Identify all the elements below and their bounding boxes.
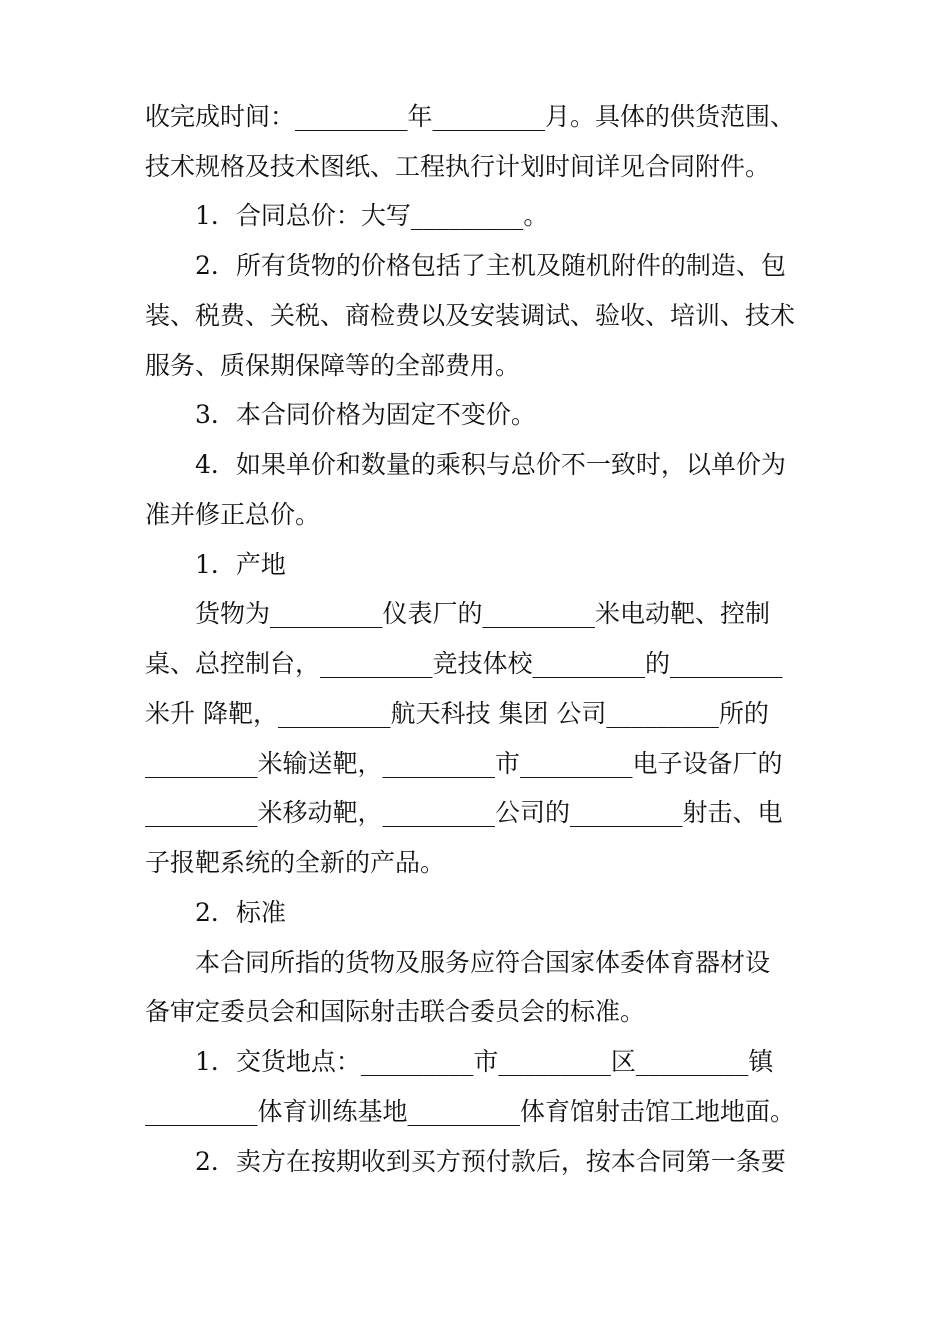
text-line-17: 2．标准 [195,898,286,927]
text-line-18: 本合同所指的货物及服务应符合国家体委体育器材设 [195,948,771,977]
text-line-13: 米升 降靶，_________航天科技 集团 公司_________所的 [145,699,769,728]
text-line-9: 准并修正总价。 [145,500,321,529]
text-line-12: 桌、总控制台，_________竞技体校_________的_________ [145,649,783,678]
text-line-10: 1．产地 [195,550,286,579]
text-line-4: 2．所有货物的价格包括了主机及随机附件的制造、包 [195,251,786,280]
text-line-15: _________米移动靶，_________公司的_________射击、电 [145,798,783,827]
text-line-22: 2．卖方在按期收到买方预付款后，按本合同第一条要 [195,1147,786,1176]
text-line-20: 1．交货地点：_________市_________区_________镇 [195,1047,774,1076]
text-line-5: 装、税费、关税、商检费以及安装调试、验收、培训、技术 [145,301,796,330]
text-line-1: 收完成时间：_________年_________月。具体的供货范围、 [145,102,796,131]
text-line-2: 技术规格及技术图纸、工程执行计划时间详见合同附件。 [145,152,771,181]
text-line-16: 子报靶系统的全新的产品。 [145,848,446,877]
text-line-14: _________米输送靶，_________市_________电子设备厂的 [145,749,783,778]
text-line-21: _________体育训练基地_________体育馆射击馆工地地面。 [145,1097,796,1126]
text-line-3: 1．合同总价：大写_________。 [195,201,549,230]
text-line-19: 备审定委员会和国际射击联合委员会的标准。 [145,997,646,1026]
text-line-11: 货物为_________仪表厂的_________米电动靶、控制 [195,599,771,628]
text-line-6: 服务、质保期保障等的全部费用。 [145,351,521,380]
text-line-7: 3．本合同价格为固定不变价。 [195,400,536,429]
text-line-8: 4．如果单价和数量的乘积与总价不一致时，以单价为 [195,450,786,479]
